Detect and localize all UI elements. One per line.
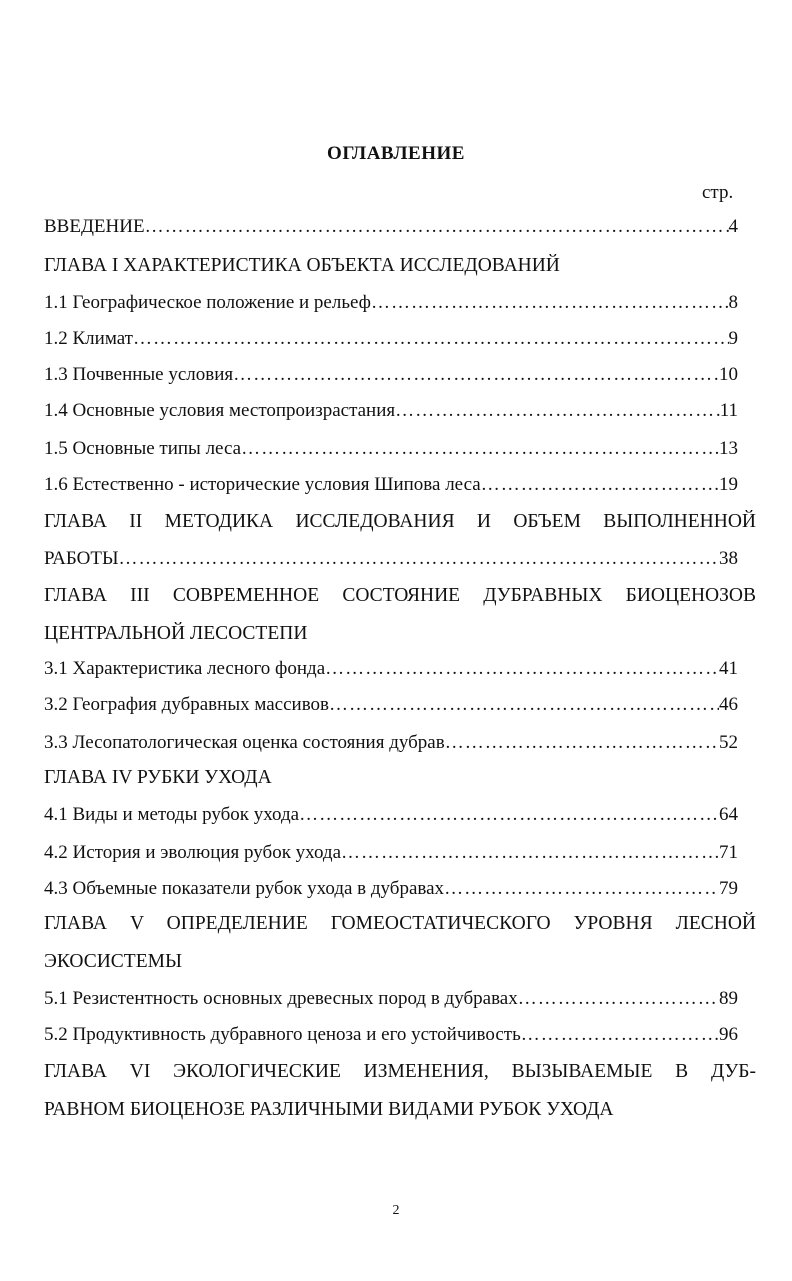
toc-chapter-heading: ГЛАВА VI ЭКОЛОГИЧЕСКИЕ ИЗМЕНЕНИЯ, ВЫЗЫВАЕМЫЕ В ДУБ-: [44, 1061, 756, 1082]
toc-entry: [44, 398, 738, 424]
dot-leader: [481, 472, 719, 498]
toc-entry: [44, 326, 738, 352]
toc-entry-page: 41: [719, 658, 738, 679]
toc-entry-page: 13: [719, 438, 738, 459]
toc-chapter-heading: ЦЕНТРАЛЬНОЙ ЛЕСОСТЕПИ: [44, 623, 308, 644]
toc-entry: [44, 692, 738, 718]
dot-leader: [444, 876, 719, 902]
toc-entry: [44, 656, 738, 682]
toc-entry: [44, 730, 738, 756]
dot-leader: [371, 290, 729, 316]
dot-leader: [119, 546, 719, 572]
toc-entry-title: 5.1 Резистентность основных древесных пород в дубравах: [44, 988, 518, 1009]
toc-entry-page: 71: [719, 842, 738, 863]
toc-chapter-heading: ГЛАВА III СОВРЕМЕННОЕ СОСТОЯНИЕ ДУБРАВНЫХ БИОЦЕНОЗОВ: [44, 585, 756, 606]
toc-entry-page: 64: [719, 804, 738, 825]
toc-entry-title: РАБОТЫ: [44, 548, 119, 569]
toc-entry-page: 10: [719, 364, 738, 385]
toc-entry-title: 1.2 Климат: [44, 328, 133, 349]
toc-entry: [44, 986, 738, 1012]
toc-entry-page: 8: [728, 292, 738, 313]
toc-entry-page: 46: [719, 694, 738, 715]
dot-leader: [521, 1022, 719, 1048]
toc-entry-title: 4.3 Объемные показатели рубок ухода в дубравах: [44, 878, 445, 899]
toc-entry: [44, 362, 738, 388]
toc-chapter-heading: ГЛАВА V ОПРЕДЕЛЕНИЕ ГОМЕОСТАТИЧЕСКОГО УРОВНЯ ЛЕСНОЙ: [44, 913, 756, 934]
toc-entry-title: 1.3 Почвенные условия: [44, 364, 234, 385]
dot-leader: [325, 656, 719, 682]
toc-entry-page: 11: [719, 400, 738, 421]
toc-entry-title: 1.5 Основные типы леса: [44, 438, 242, 459]
toc-entry: [44, 802, 738, 828]
dot-leader: [445, 730, 719, 756]
page-column-label: стр.: [702, 182, 734, 203]
toc-entry-page: 9: [728, 328, 738, 349]
toc-entry: [44, 876, 738, 902]
toc-entry-title: 1.4 Основные условия местопроизрастания: [44, 400, 396, 421]
toc-entry-title: ВВЕДЕНИЕ: [44, 216, 145, 237]
toc-entry-page: 38: [719, 548, 738, 569]
page-title: ОГЛАВЛЕНИЕ: [327, 143, 465, 164]
toc-entry: [44, 214, 738, 240]
dot-leader: [145, 214, 729, 240]
toc-entry: [44, 1022, 738, 1048]
toc-chapter-heading: ГЛАВА II МЕТОДИКА ИССЛЕДОВАНИЯ И ОБЪЕМ ВЫПОЛНЕННОЙ: [44, 511, 756, 532]
dot-leader: [329, 692, 719, 718]
toc-entry-title: 3.3 Лесопатологическая оценка состояния дубрав: [44, 732, 445, 753]
toc-entry: [44, 290, 738, 316]
toc-entry-page: 52: [719, 732, 738, 753]
dot-leader: [341, 840, 719, 866]
toc-entry-title: 4.2 История и эволюция рубок ухода: [44, 842, 342, 863]
dot-leader: [299, 802, 719, 828]
dot-leader: [233, 362, 719, 388]
toc-entry-title: 3.2 География дубравных массивов: [44, 694, 330, 715]
toc-entry-page: 96: [719, 1024, 738, 1045]
toc-entry-title: 3.1 Характеристика лесного фонда: [44, 658, 326, 679]
toc-entry-title: 5.2 Продуктивность дубравного ценоза и его устойчивость: [44, 1024, 521, 1045]
toc-chapter-heading: ГЛАВА I ХАРАКТЕРИСТИКА ОБЪЕКТА ИССЛЕДОВАНИЙ: [44, 255, 560, 276]
toc-entry: [44, 436, 738, 462]
toc-entry-page: 79: [719, 878, 738, 899]
toc-entry-title: 4.1 Виды и методы рубок ухода: [44, 804, 300, 825]
toc-entry: [44, 546, 738, 572]
toc-entry-page: 4: [728, 216, 738, 237]
toc-entry-page: 89: [719, 988, 738, 1009]
toc-entry: [44, 840, 738, 866]
toc-entry-page: 19: [719, 474, 738, 495]
toc-entry-title: 1.6 Естественно - исторические условия Шипова леса: [44, 474, 481, 495]
toc-chapter-heading: ГЛАВА IV РУБКИ УХОДА: [44, 767, 272, 788]
toc-entry-title: 1.1 Географическое положение и рельеф: [44, 292, 371, 313]
page-number: 2: [392, 1203, 400, 1218]
dot-leader: [133, 326, 729, 352]
toc-chapter-heading: ЭКОСИСТЕМЫ: [44, 951, 182, 972]
dot-leader: [395, 398, 720, 424]
toc-entry: [44, 472, 738, 498]
toc-chapter-heading: РАВНОМ БИОЦЕНОЗЕ РАЗЛИЧНЫМИ ВИДАМИ РУБОК УХОДА: [44, 1099, 614, 1120]
dot-leader: [241, 436, 719, 462]
dot-leader: [518, 986, 719, 1012]
